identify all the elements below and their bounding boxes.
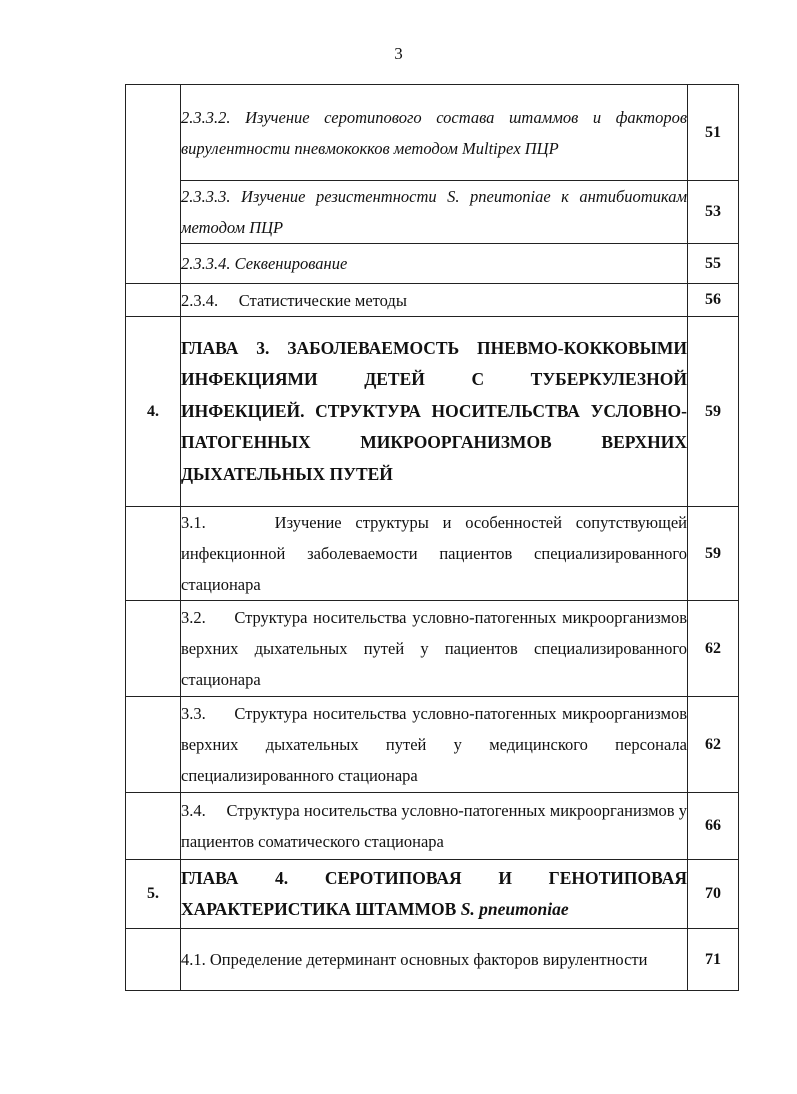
- species-name: S. pneumoniae: [460, 899, 569, 919]
- entry-title: 2.3.4. Статистические методы: [181, 284, 688, 317]
- page-ref: 62: [688, 601, 739, 697]
- entry-title: 2.3.3.2. Изучение серотипового состава штаммов и факторов вирулентности пневмококков методом Multipex ПЦР: [181, 85, 688, 181]
- row-number: [126, 793, 181, 860]
- toc-row: [126, 601, 739, 697]
- row-number: 4.: [126, 317, 181, 507]
- page-ref: 62: [688, 697, 739, 793]
- chapter-title-text: ГЛАВА 4. СЕРОТИПОВАЯ И ГЕНОТИПОВАЯ ХАРАКТЕРИСТИКА ШТАММОВ: [181, 867, 687, 919]
- toc-row: [126, 697, 739, 793]
- toc-row: [126, 284, 739, 317]
- toc-row: [126, 507, 739, 601]
- page-ref: 59: [688, 507, 739, 601]
- page-ref: 55: [688, 244, 739, 284]
- toc-row: [126, 929, 739, 991]
- row-number: [126, 929, 181, 991]
- entry-title: 3.4. Структура носительства условно-патогенных микроорганизмов у пациентов соматического стационара: [181, 793, 688, 860]
- toc-row: [126, 793, 739, 860]
- page-ref: 56: [688, 284, 739, 317]
- chapter-title: [181, 860, 688, 929]
- entry-title: 2.3.3.4. Секвенирование: [181, 244, 688, 284]
- entry-title: 2.3.3.3. Изучение резистентности S. pneumoniae к антибиотикам методом ПЦР: [181, 181, 688, 244]
- toc-row: [126, 181, 739, 244]
- toc-row: [126, 244, 739, 284]
- table-of-contents: [125, 84, 739, 991]
- page-ref: 51: [688, 85, 739, 181]
- entry-title: 4.1. Определение детерминант основных факторов вирулентности: [181, 929, 688, 991]
- entry-title: 3.1. Изучение структуры и особенностей сопутствующей инфекционной заболеваемости пациентов специализированного стационара: [181, 507, 688, 601]
- toc-row: [126, 317, 739, 507]
- page-ref: 70: [688, 860, 739, 929]
- page-number: 3: [394, 44, 403, 63]
- chapter-title: ГЛАВА 3. ЗАБОЛЕВАЕМОСТЬ ПНЕВМО-КОККОВЫМИ ИНФЕКЦИЯМИ ДЕТЕЙ С ТУБЕРКУЛЕЗНОЙ ИНФЕКЦИЕЙ. СТРУКТУРА НОСИТЕЛЬСТВА УСЛОВНО-ПАТОГЕННЫХ МИКРООРГАНИЗМОВ ВЕРХНИХ ДЫХАТЕЛЬНЫХ ПУТЕЙ: [181, 317, 688, 507]
- row-number: 5.: [126, 860, 181, 929]
- page-ref: 53: [688, 181, 739, 244]
- row-number: [126, 284, 181, 317]
- row-number: [126, 697, 181, 793]
- toc-row: [126, 85, 739, 181]
- page-ref: 59: [688, 317, 739, 507]
- row-number: [126, 507, 181, 601]
- entry-title: 3.2. Структура носительства условно-патогенных микроорганизмов верхних дыхательных путей у пациентов специализированного стационара: [181, 601, 688, 697]
- toc-row: [126, 860, 739, 929]
- row-number: [126, 85, 181, 284]
- entry-title: 3.3. Структура носительства условно-патогенных микроорганизмов верхних дыхательных путей у медицинского персонала специализированного стационара: [181, 697, 688, 793]
- page-ref: 71: [688, 929, 739, 991]
- row-number: [126, 601, 181, 697]
- page-ref: 66: [688, 793, 739, 860]
